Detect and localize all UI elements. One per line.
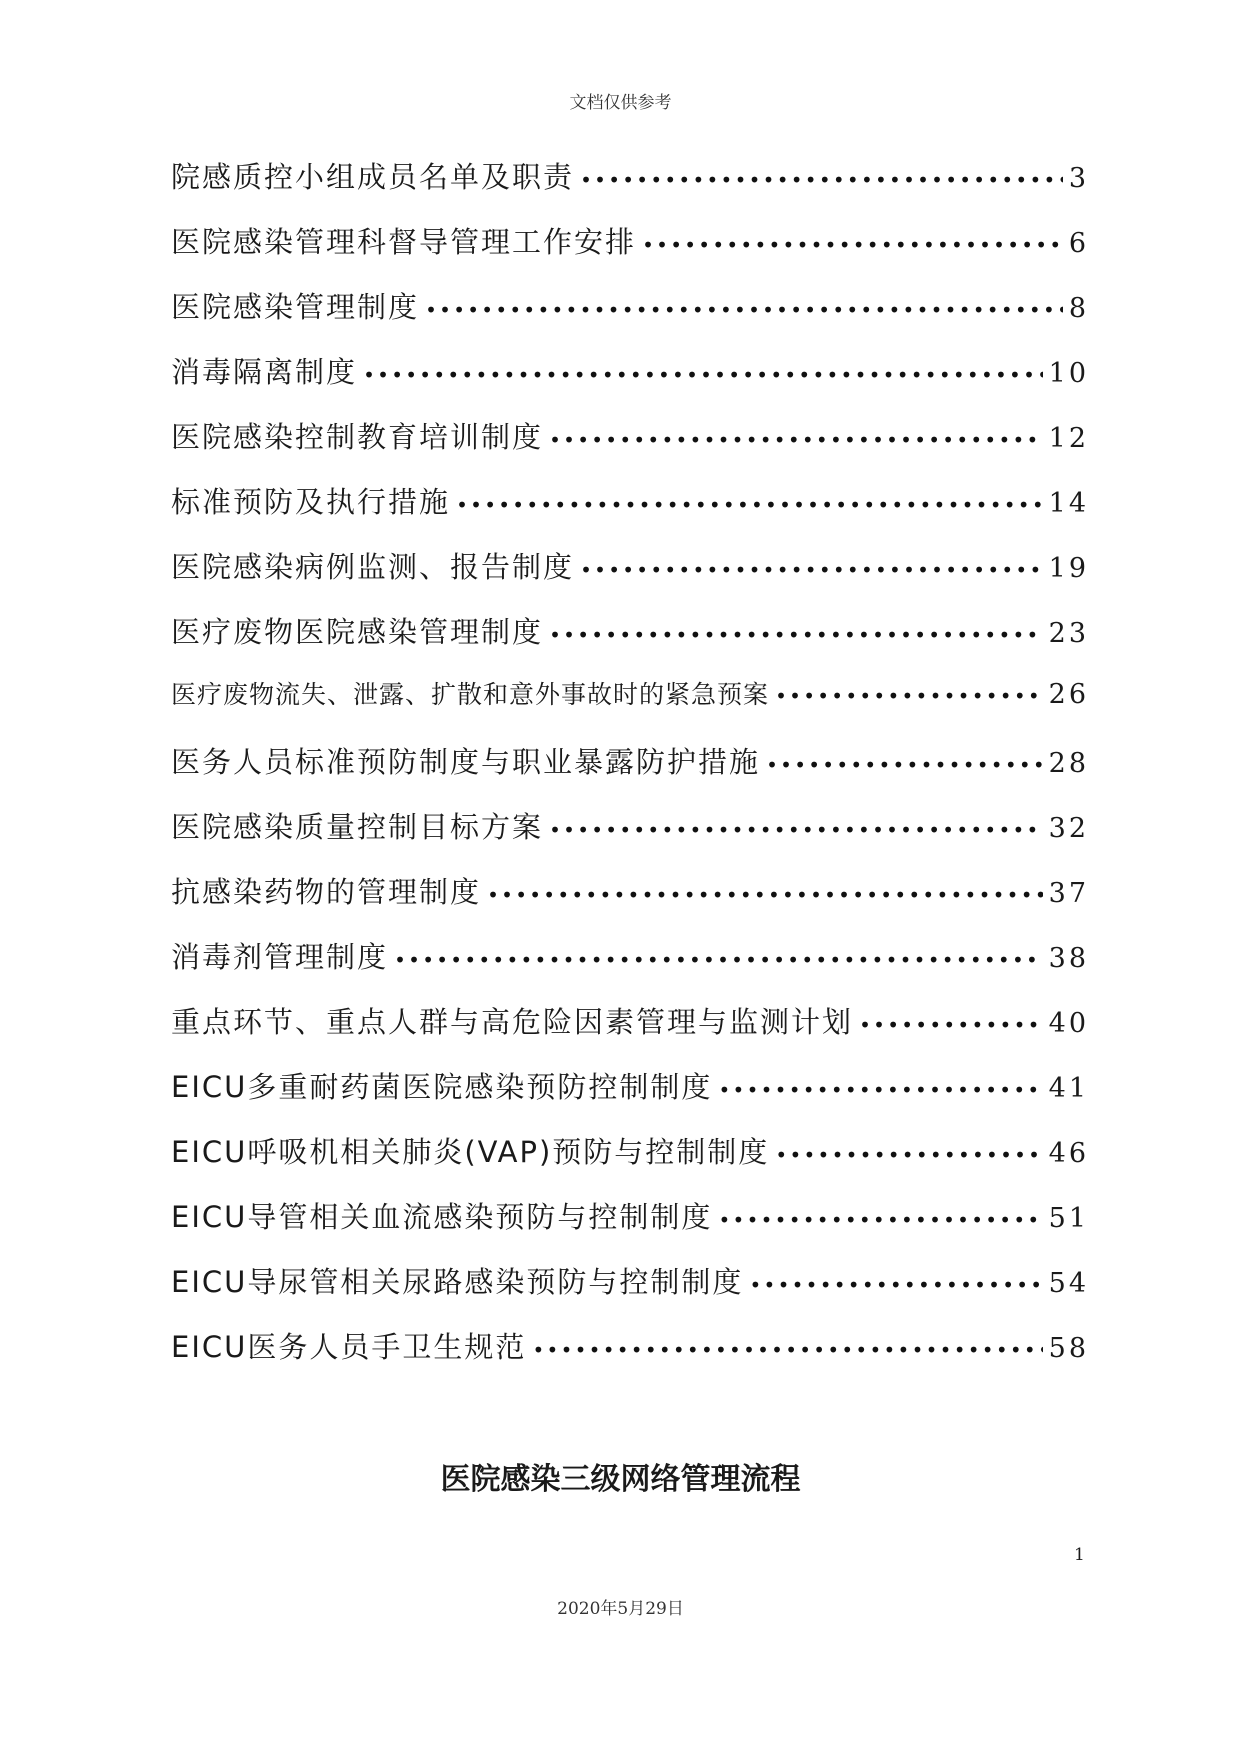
toc-entry[interactable] [171, 675, 1089, 740]
toc-dot-leader [580, 558, 1043, 582]
toc-entry-title: EICU呼吸机相关肺炎(VAP)预防与控制制度 [171, 1135, 770, 1169]
toc-entry-page: 28 [1048, 748, 1089, 779]
toc-entry[interactable] [171, 1130, 1089, 1195]
toc-entry-title: 医院感染管理制度 [171, 290, 420, 324]
toc-entry[interactable] [171, 1000, 1089, 1065]
toc-dot-leader [642, 233, 1063, 257]
toc-entry[interactable] [171, 935, 1089, 1000]
toc-entry-title: EICU导尿管相关尿路感染预防与控制制度 [171, 1265, 744, 1299]
toc-dot-leader [775, 1143, 1042, 1167]
toc-entry-page: 8 [1068, 293, 1089, 324]
toc-entry-title: 重点环节、重点人群与高危险因素管理与监测计划 [171, 1005, 854, 1039]
toc-entry[interactable] [171, 285, 1089, 350]
toc-entry-page: 46 [1048, 1138, 1089, 1169]
page-number: 1 [1074, 1545, 1085, 1565]
toc-dot-leader [775, 684, 1043, 708]
toc-entry[interactable] [171, 155, 1089, 220]
toc-entry-title: 医院感染控制教育培训制度 [171, 420, 544, 454]
section-title: 医院感染三级网络管理流程 [440, 1462, 801, 1497]
toc-entry-page: 23 [1048, 618, 1089, 649]
toc-entry-title: 医院感染病例监测、报告制度 [171, 550, 575, 584]
page-footer-date: 2020年5月29日 [557, 1599, 684, 1619]
toc-entry-title: EICU导管相关血流感染预防与控制制度 [171, 1200, 713, 1234]
toc-entry[interactable] [171, 1065, 1089, 1130]
toc-entry-page: 10 [1048, 358, 1089, 389]
toc-entry[interactable] [171, 610, 1089, 675]
toc-entry-page: 14 [1048, 488, 1089, 519]
toc-entry[interactable] [171, 870, 1089, 935]
toc-entry-title: 消毒隔离制度 [171, 355, 358, 389]
toc-entry-page: 32 [1048, 813, 1089, 844]
toc-dot-leader [532, 1338, 1042, 1362]
toc-entry-page: 41 [1048, 1073, 1089, 1104]
toc-entry[interactable] [171, 1195, 1089, 1260]
toc-entry-page: 26 [1048, 679, 1089, 710]
toc-entry-page: 12 [1048, 423, 1089, 454]
toc-dot-leader [363, 363, 1043, 387]
toc-entry-title: 医院感染质量控制目标方案 [171, 810, 544, 844]
toc-entry[interactable] [171, 545, 1089, 610]
toc-entry[interactable] [171, 805, 1089, 870]
toc-entry[interactable] [171, 1325, 1089, 1390]
toc-dot-leader [394, 948, 1043, 972]
toc-dot-leader [749, 1273, 1042, 1297]
toc-entry-title: EICU多重耐药菌医院感染预防控制制度 [171, 1070, 713, 1104]
toc-dot-leader [549, 623, 1043, 647]
toc-dot-leader [718, 1208, 1042, 1232]
toc-dot-leader [549, 818, 1043, 842]
toc-dot-leader [718, 1078, 1042, 1102]
toc-entry-page: 40 [1048, 1008, 1089, 1039]
toc-entry[interactable] [171, 480, 1089, 545]
toc-entry-title: 医院感染管理科督导管理工作安排 [171, 225, 637, 259]
toc-entry-page: 19 [1048, 553, 1089, 584]
toc-dot-leader [766, 753, 1043, 777]
toc-entry-page: 51 [1048, 1203, 1089, 1234]
table-of-contents [171, 155, 1089, 1390]
toc-entry[interactable] [171, 740, 1089, 805]
toc-dot-leader [859, 1013, 1043, 1037]
toc-entry-title: 医疗废物医院感染管理制度 [171, 615, 544, 649]
toc-dot-leader [580, 168, 1063, 192]
toc-dot-leader [487, 883, 1043, 907]
toc-entry-title: 院感质控小组成员名单及职责 [171, 160, 575, 194]
toc-entry[interactable] [171, 1260, 1089, 1325]
toc-entry-page: 58 [1048, 1333, 1089, 1364]
toc-entry-page: 54 [1048, 1268, 1089, 1299]
toc-entry-title: EICU医务人员手卫生规范 [171, 1330, 527, 1364]
toc-dot-leader [549, 428, 1043, 452]
toc-entry-page: 3 [1068, 163, 1089, 194]
toc-entry-title: 医疗废物流失、泄露、扩散和意外事故时的紧急预案 [171, 680, 770, 709]
toc-dot-leader [425, 298, 1063, 322]
toc-entry-title: 消毒剂管理制度 [171, 940, 389, 974]
toc-entry[interactable] [171, 220, 1089, 285]
toc-entry[interactable] [171, 415, 1089, 480]
toc-entry-page: 6 [1068, 228, 1089, 259]
toc-dot-leader [456, 493, 1043, 517]
toc-entry-page: 37 [1048, 878, 1089, 909]
page-header: 文档仅供参考 [569, 93, 672, 113]
toc-entry-title: 标准预防及执行措施 [171, 485, 451, 519]
toc-entry[interactable] [171, 350, 1089, 415]
toc-entry-title: 医务人员标准预防制度与职业暴露防护措施 [171, 745, 761, 779]
toc-entry-page: 38 [1048, 943, 1089, 974]
toc-entry-title: 抗感染药物的管理制度 [171, 875, 482, 909]
